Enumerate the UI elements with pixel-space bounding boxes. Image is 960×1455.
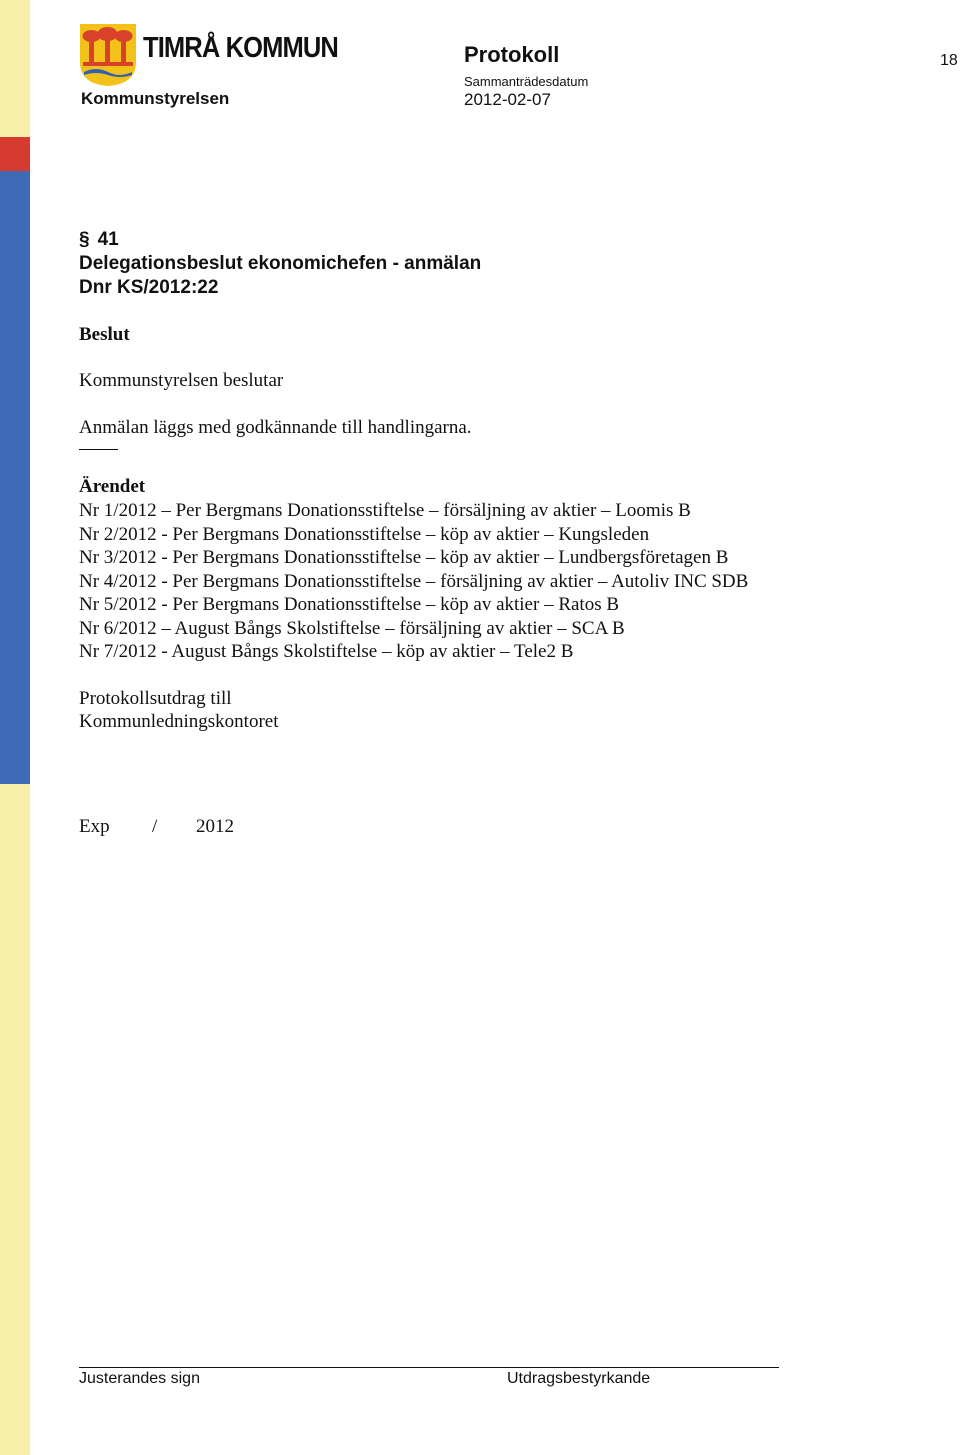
expedition-separator: / [152, 816, 158, 837]
side-band-red [0, 137, 30, 171]
page-number: 18 [940, 52, 958, 69]
side-band-top [0, 0, 30, 137]
municipal-coat-of-arms-icon [78, 22, 138, 88]
list-item: Nr 1/2012 – Per Bergmans Donationsstiftelse – försäljning av aktier – Loomis B [79, 500, 691, 521]
decision-text: Anmälan läggs med godkännande till handlingarna. [79, 416, 472, 438]
list-item: Nr 4/2012 - Per Bergmans Donationsstiftelse – försäljning av aktier – Autoliv INC SDB [79, 570, 749, 592]
meeting-date: 2012-02-07 [464, 90, 551, 109]
list-item: Nr 3/2012 - Per Bergmans Donationsstiftelse – köp av aktier – Lundbergsföretagen B [79, 547, 729, 568]
expedition-line [79, 816, 234, 838]
side-band-bottom [0, 784, 30, 1455]
distribution-recipient: Kommunledningskontoret [79, 711, 279, 732]
list-item: Nr 2/2012 - Per Bergmans Donationsstiftelse – köp av aktier – Kungsleden [79, 523, 650, 545]
protocol-body [79, 228, 939, 734]
list-item: Nr 6/2012 – August Bångs Skolstiftelse – försäljning av aktier – SCA B [79, 617, 625, 639]
section-number [79, 228, 939, 252]
list-item: Nr 5/2012 - Per Bergmans Donationsstiftelse – köp av aktier – Ratos B [79, 594, 620, 615]
department-name: Kommunstyrelsen [81, 89, 230, 108]
paragraph-sign: § [79, 229, 90, 250]
expedition-label: Exp [79, 816, 110, 837]
side-band-blue [0, 171, 30, 784]
list-item: Nr 7/2012 - August Bångs Skolstiftelse – köp av aktier – Tele2 B [79, 641, 574, 662]
matter-heading: Ärendet [79, 476, 146, 497]
signature-line [79, 1367, 779, 1368]
document-title: Protokoll [464, 42, 560, 67]
section-title: Delegationsbeslut ekonomichefen - anmälan [79, 253, 482, 274]
adjuster-signature-label: Justerandes sign [79, 1370, 200, 1387]
expedition-year: 2012 [196, 816, 234, 837]
decision-intro: Kommunstyrelsen beslutar [79, 370, 284, 391]
distribution-heading: Protokollsutdrag till [79, 687, 232, 709]
meeting-date-label: Sammanträdesdatum [464, 74, 589, 89]
extract-certification-label: Utdragsbestyrkande [507, 1370, 651, 1387]
municipality-name: TIMRÅ KOMMUN [143, 32, 338, 64]
section-number-value: 41 [97, 229, 119, 250]
decision-heading: Beslut [79, 324, 130, 345]
case-number: Dnr KS/2012:22 [79, 277, 219, 298]
